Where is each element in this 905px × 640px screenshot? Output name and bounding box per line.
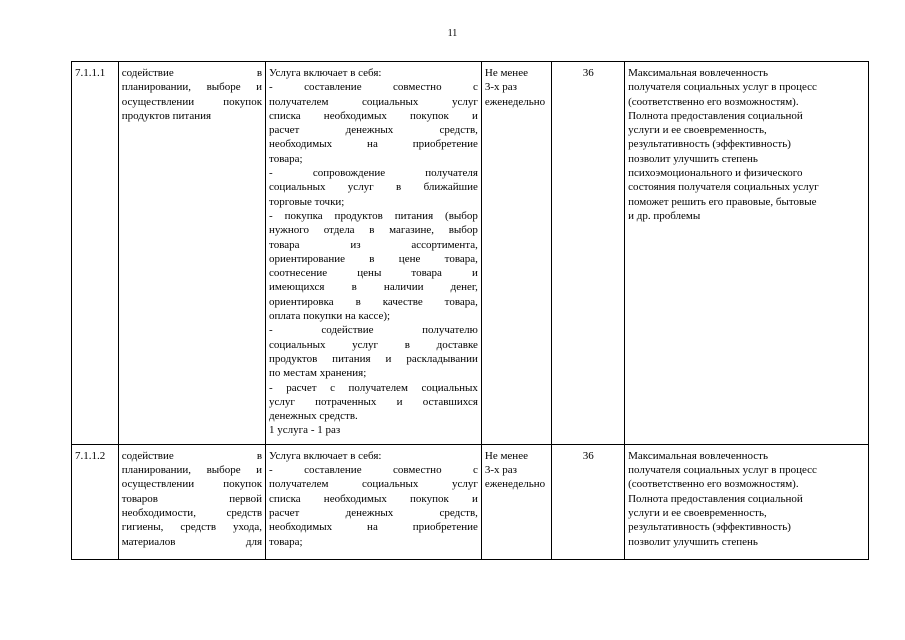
- page-number: 11: [447, 28, 458, 39]
- result-line: результативность (эффективность): [628, 138, 791, 151]
- result-line: и др. проблемы: [628, 209, 701, 222]
- result-line: получателя социальных услуг в процесс: [628, 464, 817, 477]
- description-line: оплата покупки на кассе);: [269, 310, 391, 323]
- description-line: торговые точки;: [269, 195, 345, 208]
- description-line: - содействие получателю: [269, 324, 478, 337]
- description-line: соотнесение цены товара и: [269, 267, 478, 280]
- service-code: 7.1.1.1: [75, 67, 106, 79]
- table-row: [72, 62, 869, 445]
- frequency-line: еженедельно: [484, 95, 546, 108]
- description-line: товара;: [269, 152, 303, 165]
- service-code-cell: [72, 444, 119, 559]
- description-line: - составление совместно с: [269, 464, 478, 477]
- description-line: расчет денежных средств,: [269, 124, 478, 137]
- result-line: позволит улучшить степень: [628, 535, 758, 548]
- description-line: товара из ассортимента,: [269, 238, 478, 251]
- description-line: продуктов питания и раскладывании: [269, 352, 478, 365]
- description-line: по местам хранения;: [269, 367, 367, 380]
- service-name-line: товаров первой: [121, 492, 263, 505]
- description-line: получателем социальных услуг: [269, 478, 478, 491]
- service-name-line: осуществлении покупок: [121, 95, 263, 108]
- frequency-cell: [481, 62, 552, 445]
- service-description-cell: [266, 444, 482, 559]
- service-name-line: материалов для: [121, 535, 263, 548]
- service-name-line: гигиены, средств ухода,: [121, 521, 263, 534]
- table-row: [72, 444, 869, 559]
- description-line: социальных услуг в ближайшие: [269, 181, 478, 194]
- description-line: - составление совместно с: [269, 81, 478, 94]
- services-table: [71, 61, 869, 560]
- description-line: ориентирование в цене товара,: [269, 252, 478, 265]
- result-line: услуги и ее своевременность,: [628, 506, 767, 519]
- service-name-line: необходимости, средств: [121, 506, 263, 519]
- description-line: социальных услуг в доставке: [269, 338, 478, 351]
- result-line: позволит улучшить степень: [628, 152, 758, 165]
- result-line: Максимальная вовлеченность: [628, 67, 768, 79]
- quantity-cell: [552, 62, 625, 445]
- result-cell: [625, 444, 869, 559]
- description-line: расчет денежных средств,: [269, 506, 478, 519]
- service-name-cell: [118, 62, 265, 445]
- service-name-line: осуществлении покупок: [121, 478, 263, 491]
- result-line: Максимальная вовлеченность: [628, 449, 768, 462]
- service-name-line: содействие в: [121, 449, 263, 462]
- description-line: - расчет с получателем социальных: [269, 381, 478, 394]
- description-line: денежных средств.: [269, 410, 358, 423]
- result-cell: [625, 62, 869, 445]
- service-description-cell: [266, 62, 482, 445]
- result-line: Полнота предоставления социальной: [628, 109, 803, 122]
- result-line: (соответственно его возможностям).: [628, 95, 799, 108]
- description-line: услуг потраченных и оставшихся: [269, 395, 478, 408]
- frequency-line: Не менее: [484, 449, 528, 462]
- service-name-line: продуктов питания: [121, 109, 212, 122]
- service-name-line: планировании, выборе и: [121, 81, 263, 94]
- result-line: поможет решить его правовые, бытовые: [628, 195, 817, 208]
- description-line: необходимых на приобретение: [269, 521, 478, 534]
- service-name-line: планировании, выборе и: [121, 464, 263, 477]
- quantity-value: 36: [582, 449, 594, 462]
- service-name-line: содействие в: [121, 67, 263, 79]
- frequency-cell: [481, 444, 552, 559]
- description-line: Услуга включает в себя:: [269, 449, 382, 462]
- frequency-line: еженедельно: [484, 478, 546, 491]
- frequency-line: Не менее: [484, 67, 528, 79]
- description-line: необходимых на приобретение: [269, 138, 478, 151]
- description-line: Услуга включает в себя:: [269, 67, 382, 79]
- description-line: ориентировка в качестве товара,: [269, 295, 478, 308]
- result-line: (соответственно его возможностям).: [628, 478, 799, 491]
- result-line: Полнота предоставления социальной: [628, 492, 803, 505]
- description-line: имеющихся в наличии денег,: [269, 281, 478, 294]
- description-line: 1 услуга - 1 раз: [269, 424, 341, 437]
- description-line: нужного отдела в магазине, выбор: [269, 224, 478, 237]
- frequency-line: 3-х раз: [484, 81, 518, 94]
- description-line: товара;: [269, 535, 303, 548]
- frequency-line: 3-х раз: [484, 464, 518, 477]
- result-line: состояния получателя социальных услуг: [628, 181, 819, 194]
- description-line: списка необходимых покупок и: [269, 109, 478, 122]
- description-line: - сопровождение получателя: [269, 167, 478, 180]
- description-line: получателем социальных услуг: [269, 95, 478, 108]
- result-line: результативность (эффективность): [628, 521, 791, 534]
- result-line: получателя социальных услуг в процесс: [628, 81, 817, 94]
- description-line: - покупка продуктов питания (выбор: [269, 209, 478, 222]
- quantity-cell: [552, 444, 625, 559]
- service-code-cell: [72, 62, 119, 445]
- service-name-cell: [118, 444, 265, 559]
- description-line: списка необходимых покупок и: [269, 492, 478, 505]
- service-code: 7.1.1.2: [75, 449, 106, 462]
- result-line: психоэмоционального и физического: [628, 167, 803, 180]
- result-line: услуги и ее своевременность,: [628, 124, 767, 137]
- quantity-value: 36: [582, 67, 594, 79]
